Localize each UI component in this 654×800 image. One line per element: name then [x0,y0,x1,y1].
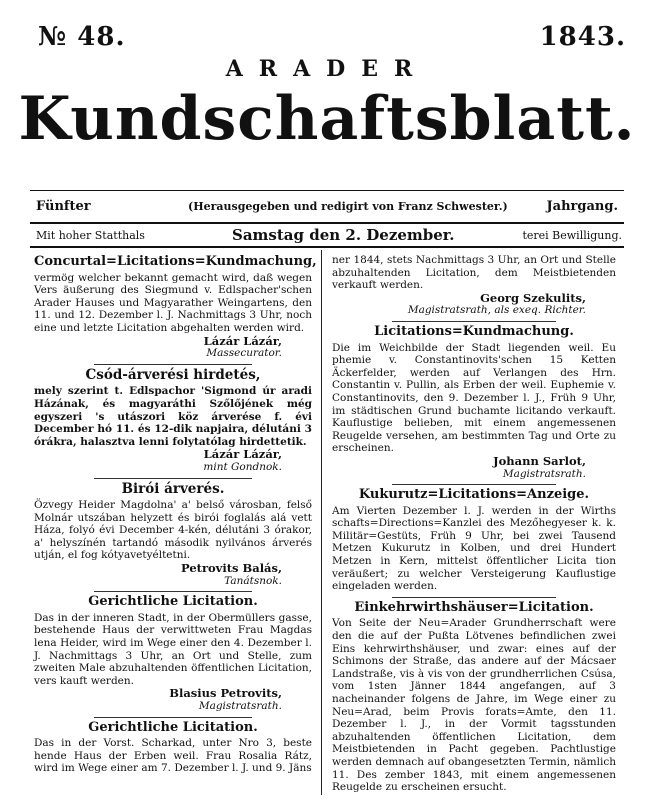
masthead-rule-mid [30,222,624,224]
signature: Lázár Lázár, [203,447,282,462]
right-column [332,254,616,794]
newspaper-title: Kundschaftsblatt. [18,84,636,154]
article-heading: Einkehrwirthshäuser=Licitation. [354,599,594,615]
signature-title: Massecurator. [206,347,282,360]
signature-title: Magistratsrath. [502,467,586,480]
issue-date: Samstag den 2. Dezember. [232,226,455,244]
masthead-rule-top [30,190,624,191]
signature: Johann Sarlot, [493,453,586,468]
separator [392,321,556,322]
article-heading: Licitations=Kundmachung. [374,323,574,339]
permission-right: terei Bewilligung. [522,229,622,242]
separator [94,478,252,479]
separator [94,364,252,365]
article-text: vermög welcher bekannt gemacht wird, daß wegen Vers äußerung des Siegmund v. Edlspacher'schen Arader Hauses und Magyarather Weingartens, den 11. und 12. Dezember l. J. Nachmittags 3 Uhr, noch eine und letzte Licitation abgehalten werden wird. [34,271,312,334]
article-text: ner 1844, stets Nachmittags 3 Uhr, an Ort und Stelle abzuhaltenden Licitation, dem Meistbietenden verkauft werden. [332,254,616,292]
separator [94,717,252,718]
left-column [34,254,317,775]
signature-title: Magistratsrath. [198,700,282,712]
separator [392,484,556,485]
signature: Lázár Lázár, [203,333,282,348]
masthead-rule-bottom [30,246,624,248]
editor-line: (Herausgegeben und redigirt von Franz Schwester.) [188,200,508,213]
separator [94,591,252,592]
article-text: Das in der inneren Stadt, in der Obermüllers gasse, bestehende Haus der verwittweten Frau Magdas lena Heider, wird im Wege einer den 4. Dezember l. J. Nachmittags 3 Uhr, an Ort und Stelle, zum zweiten Male abzuhaltenden öffentlichen Licitation, vers kauft werden. [34,611,312,687]
article-heading: Kukurutz=Licitations=Anzeige. [358,487,590,503]
article-text: Am Vierten Dezember l. J. werden in der Wirths schafts=Directions=Kanzlei des Mezőhegyeser k. k. Militär=Gestüts, Früh 9 Uhr, bei zwei Tausend Metzen Kukurutz in Kolben, und drei Hundert Metzen in Kern, mittelst öffentlicher Licita tion veräußert; zu welcher Versteigerung Kauflustige eingeladen werden. [332,504,616,593]
article-heading: Gerichtliche Licitation. [88,594,258,610]
permission-left: Mit hoher Statthals [36,229,145,242]
volume-word: Jahrgang. [546,199,618,214]
article-heading: Birói árverés. [121,480,225,497]
year: 1843. [539,22,626,52]
volume-ordinal: Fünfter [36,199,91,214]
article-heading: Gerichtliche Licitation. [88,719,258,735]
article-text: Die im Weichbilde der Stadt liegenden weil. Eu phemie v. Constantinovits'schen 15 Ketten Äckerfelder, werden auf Verlangen des Hrn. Constantin v. Pullin, als Erben der weil. Euphemie v. Constantinovits, den 9. Dezember l. J., Früh 9 Uhr, im städtischen Grund buchamte licitando verkauft. Kauflustige belieben, mit einem angemessenen Reugelde versehen, am bestimmten Tag und Orte zu erscheinen. [332,341,616,455]
article-text: mely szerint t. Edlspachor 'Sigmond úr aradi Házának, és magyaráthi Szőlőjének még egyszeri 's utászori köz árverése f. évi December hó 11. és 12-dik napjaira, délutáni 3 órákra, halasztva lenni folytatólag hirdettetik. [34,385,312,448]
article-text: Das in der Vorst. Scharkad, unter Nro 3, beste hende Haus der Erben weil. Frau Rosalia Rátz, wird im Wege einer am 7. Dezember l. J. und 9. Jäns [34,737,312,775]
arader-heading: ARADER [225,56,429,82]
signature: Blasius Petrovits, [169,686,282,701]
signature: Georg Szekulits, [480,290,586,305]
column-divider [321,250,322,795]
article-heading: Concurtal=Licitations=Kundmachung, [34,254,317,269]
separator [392,597,556,598]
signature-title: Magistratsrath, als exeq. Richter. [407,304,586,317]
signature-title: Tanátsnok. [224,574,282,587]
article-text: Özvegy Heider Magdolna' a' belső városban, felső Molnár utszában helyzett és birói foglalás alá vett Háza, folyó évi December 4-kén, délutáni 3 órakor, a' helyszínén tartandó második nyilvános árverés utján, el fog kótyavetyéltetni. [34,499,312,562]
issue-number: № 48. [38,22,126,52]
article-heading: Csód-árverési hirdetés, [85,366,261,383]
article-text: Von Seite der Neu=Arader Grundherrschaft were den die auf der Pußta Lötvenes befindlichen zwei Eins kehrwirthshäuser, und zwar: eines auf der Schimons der Straße, das andere auf der Mácsaer Landstraße, vis à vis von der grundherrlichen Csúsa, vom 1sten Jänner 1844 angefangen, auf 3 nacheinander folgens de Jahre, im Wege einer zu Neu=Arad, beim Provis forats=Amte, den 11. Dezember l. J., in der Vormit tagsstunden abzuhaltenden öffentlichen Licitation, dem Meistbietenden in Pacht gegeben. Pachtlustige werden demnach auf obangesetzten Termin, nämlich 11. Des zember 1843, mit einem angemessenen Reugelde zu erscheinen ersucht. [332,617,616,794]
signature: Petrovits Balás, [180,561,282,576]
signature-title: mint Gondnok. [203,460,282,473]
